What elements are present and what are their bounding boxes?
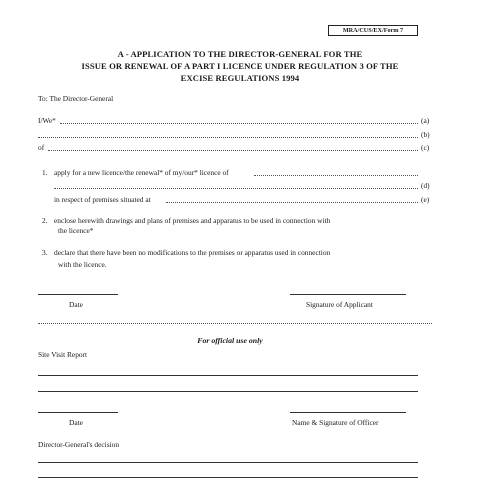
licence-type-field[interactable]	[254, 175, 418, 176]
to-director-general: To: The Director-General	[38, 94, 114, 103]
date-signature-line[interactable]	[38, 294, 118, 295]
item-2-line-2: the licence*	[58, 226, 94, 235]
officer-date-label: Date	[69, 418, 83, 427]
applicant-signature-label: Signature of Applicant	[306, 300, 373, 309]
date-label: Date	[69, 300, 83, 309]
item-3-line-1: declare that there have been no modifications to the premises or apparatus used in connection	[54, 248, 331, 257]
applicant-signature-line[interactable]	[290, 294, 406, 295]
item-1-text: apply for a new licence/the renewal* of my/our* licence of	[54, 168, 229, 177]
tag-c: (c)	[421, 143, 430, 152]
item-2-number: 2.	[42, 216, 48, 225]
officer-signature-label: Name & Signature of Officer	[292, 418, 379, 427]
iwe-label: I/We*	[38, 116, 56, 125]
officer-signature-line[interactable]	[290, 412, 406, 413]
title-line-1: A - APPLICATION TO THE DIRECTOR-GENERAL FOR THE	[117, 49, 363, 59]
decision-label: Director-General's decision	[38, 440, 120, 449]
item-3-number: 3.	[42, 248, 48, 257]
item-2-line-1: enclose herewith drawings and plans of premises and apparatus to be used in connection with	[54, 216, 331, 225]
title-line-3: EXCISE REGULATIONS 1994	[180, 73, 300, 83]
tag-a: (a)	[421, 116, 430, 125]
section-separator	[38, 323, 432, 324]
site-visit-line-1[interactable]	[38, 375, 418, 376]
site-visit-line-2[interactable]	[38, 391, 418, 392]
tag-d: (d)	[421, 181, 430, 190]
decision-line-2[interactable]	[38, 477, 418, 478]
applicant-name-field[interactable]	[60, 123, 418, 124]
officer-date-line[interactable]	[38, 412, 118, 413]
title-line-2: ISSUE OR RENEWAL OF A PART I LICENCE UNDER REGULATION 3 OF THE	[81, 61, 399, 71]
item-1-number: 1.	[42, 168, 48, 177]
item-3-line-2: with the licence.	[58, 260, 107, 269]
of-label: of	[38, 143, 45, 152]
licence-type-field-2[interactable]	[54, 188, 418, 189]
applicant-address-field[interactable]	[48, 150, 418, 151]
decision-line-1[interactable]	[38, 462, 418, 463]
premises-location-field[interactable]	[166, 202, 418, 203]
tag-b: (b)	[421, 130, 430, 139]
form-reference-text: MRA/CUS/EX/Form 7	[342, 27, 404, 34]
tag-e: (e)	[421, 195, 430, 204]
official-use-heading: For official use only	[197, 336, 263, 345]
applicant-name-field-2[interactable]	[38, 137, 418, 138]
premises-label: in respect of premises situated at	[54, 195, 151, 204]
form-reference-box	[328, 25, 418, 36]
site-visit-report-label: Site Visit Report	[38, 350, 88, 359]
